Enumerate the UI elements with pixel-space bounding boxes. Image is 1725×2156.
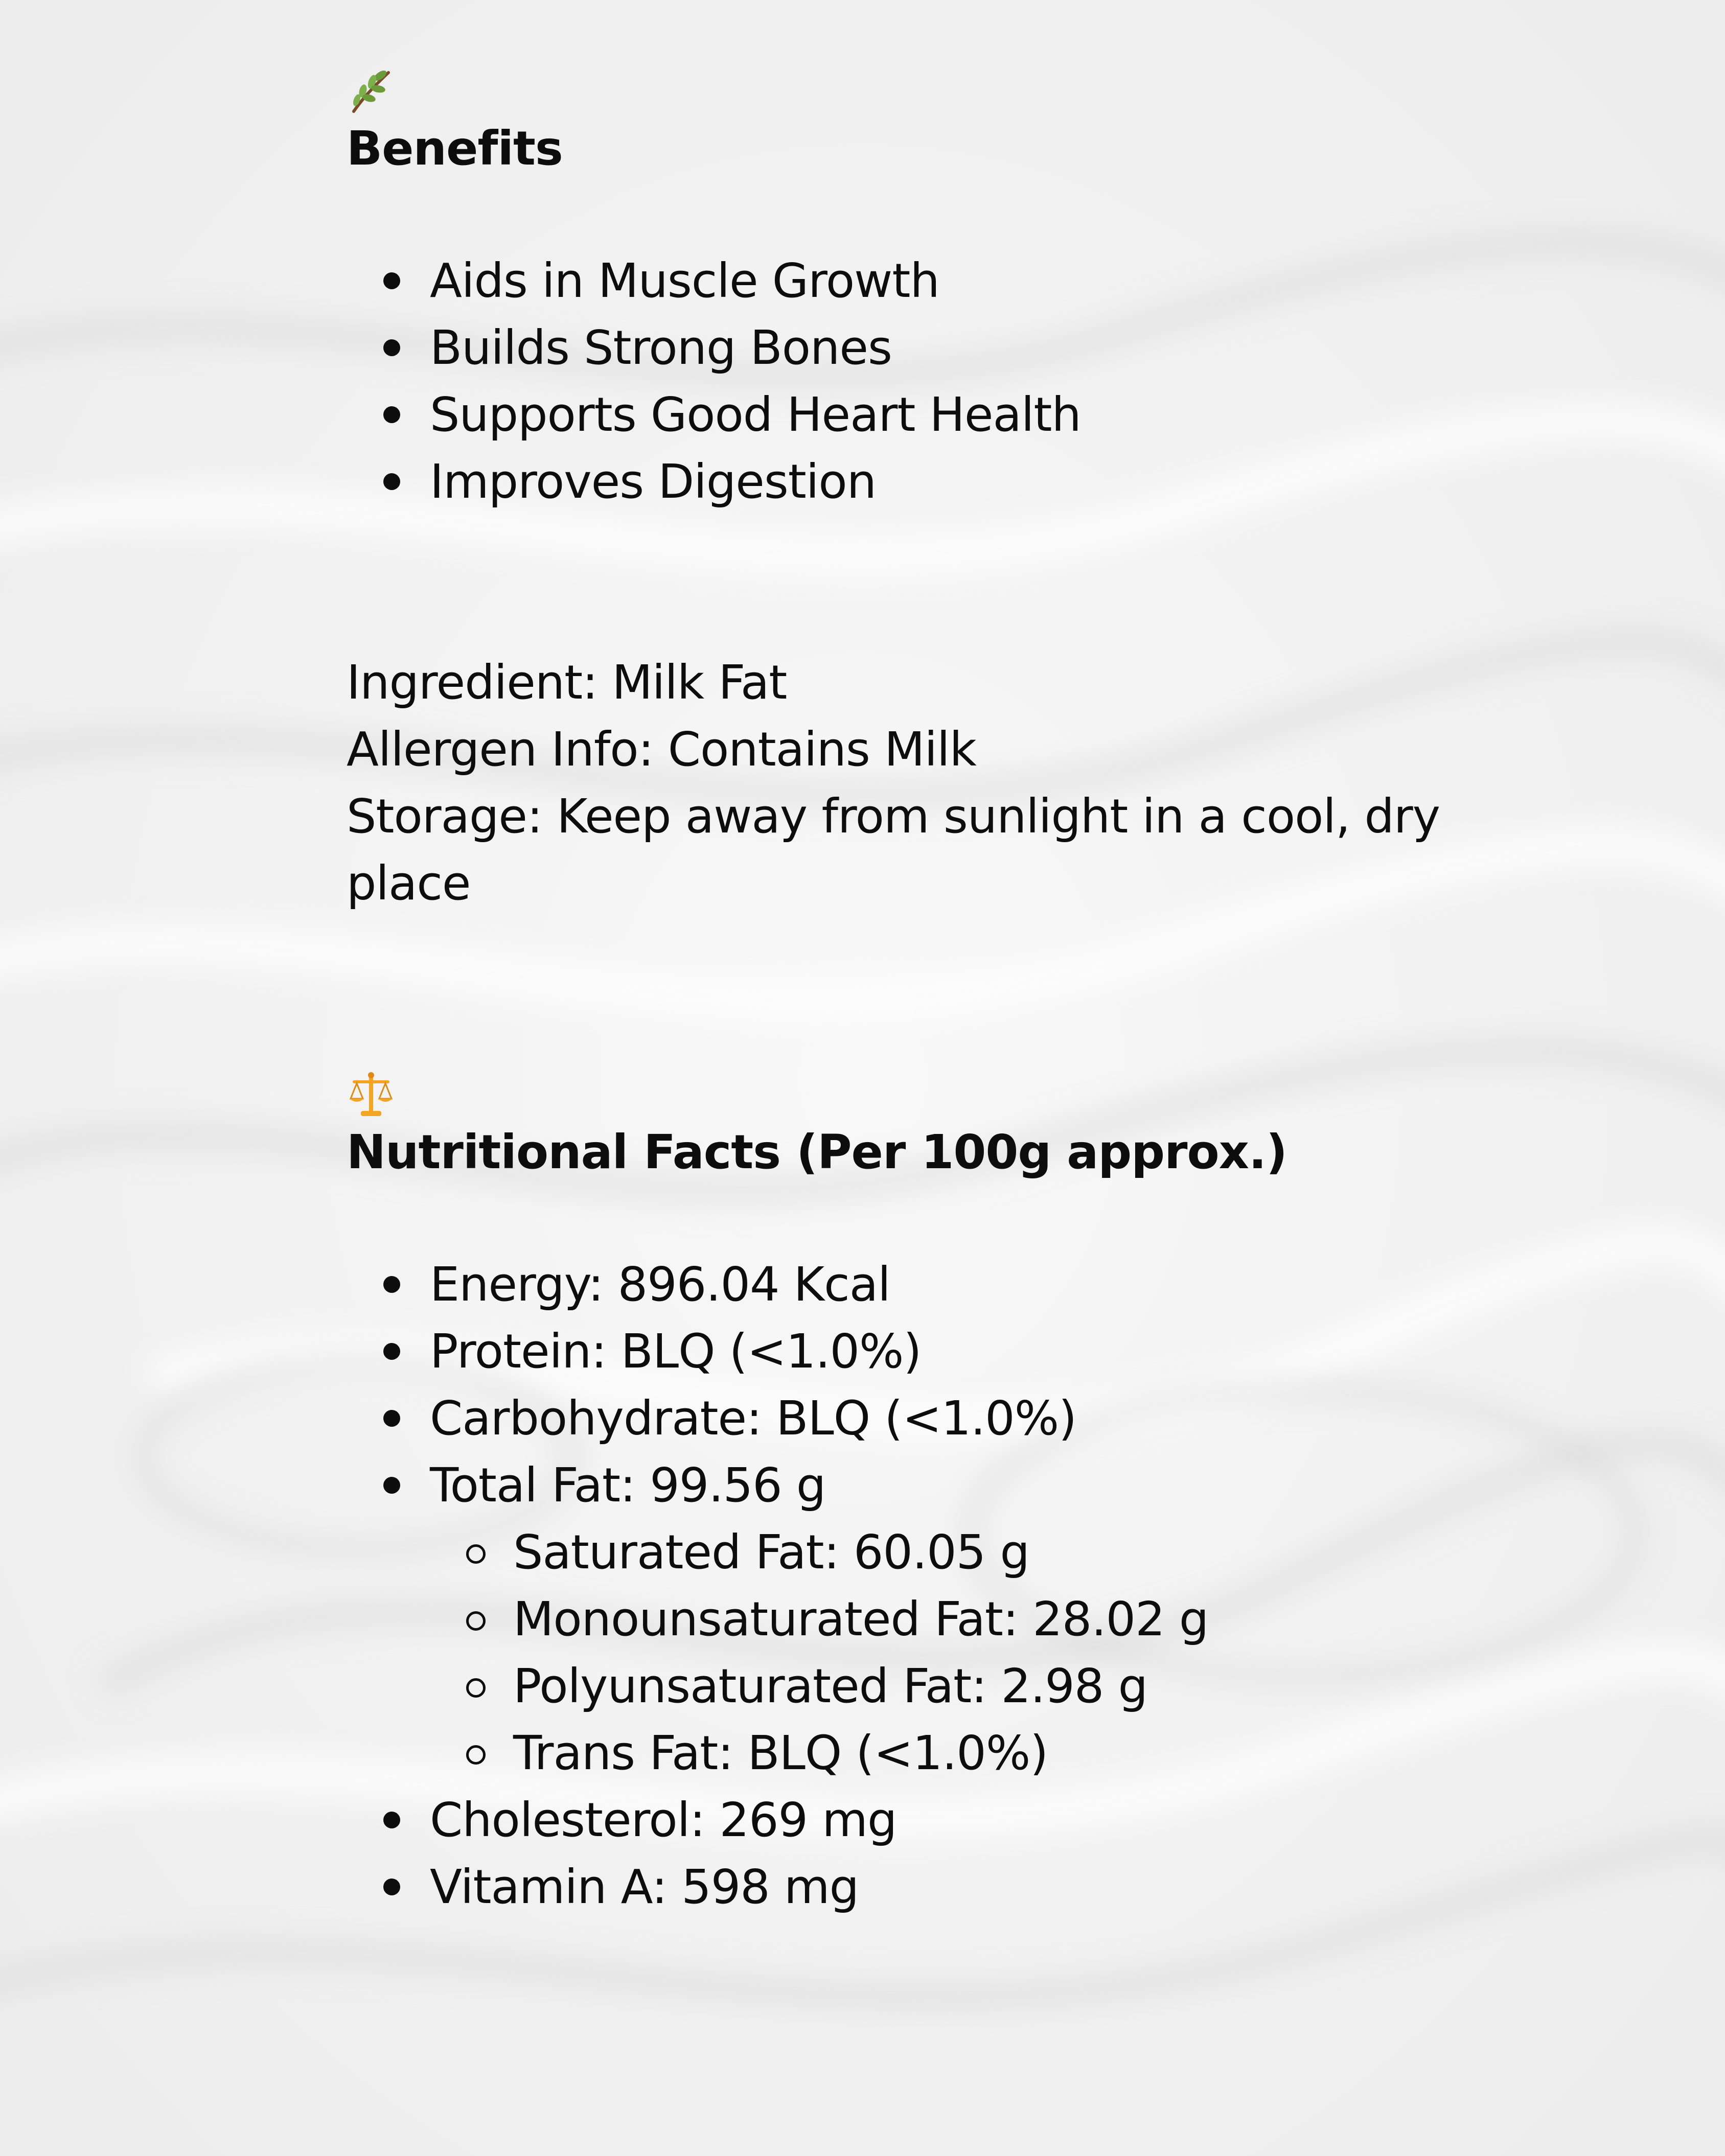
benefit-item: Improves Digestion [347, 448, 1522, 515]
nutrition-item: Vitamin A: 598 mg [347, 1853, 1522, 1920]
fat-breakdown-item: Polyunsaturated Fat: 2.98 g [347, 1653, 1522, 1720]
ingredient-text: Ingredient: Milk Fat [347, 655, 787, 710]
benefit-item: Supports Good Heart Health [347, 381, 1522, 448]
herb-sprig-icon [347, 66, 396, 115]
balance-scale-icon [347, 1070, 396, 1119]
benefit-item: Aids in Muscle Growth [347, 247, 1522, 314]
nutrition-item: Protein: BLQ (<1.0%) [347, 1318, 1522, 1385]
product-info-panel [347, 66, 1522, 1920]
benefit-item: Builds Strong Bones [347, 314, 1522, 381]
nutrition-item: Total Fat: 99.56 g [347, 1452, 1522, 1519]
nutrition-list [347, 1251, 1522, 1920]
nutrition-heading: Nutritional Facts (Per 100g approx.) [347, 1125, 1287, 1179]
fat-breakdown-item: Monounsaturated Fat: 28.02 g [347, 1586, 1522, 1653]
benefits-list [347, 247, 1522, 515]
product-details [347, 649, 1522, 917]
benefits-heading: Benefits [347, 121, 563, 176]
storage-text: Storage: Keep away from sunlight in a cool, dry place [347, 789, 1440, 911]
fat-breakdown-item: Saturated Fat: 60.05 g [347, 1519, 1522, 1586]
nutrition-item: Cholesterol: 269 mg [347, 1787, 1522, 1853]
fat-breakdown-item: Trans Fat: BLQ (<1.0%) [347, 1720, 1522, 1787]
nutrition-item: Energy: 896.04 Kcal [347, 1251, 1522, 1318]
allergen-text: Allergen Info: Contains Milk [347, 722, 976, 777]
nutrition-item: Carbohydrate: BLQ (<1.0%) [347, 1385, 1522, 1452]
